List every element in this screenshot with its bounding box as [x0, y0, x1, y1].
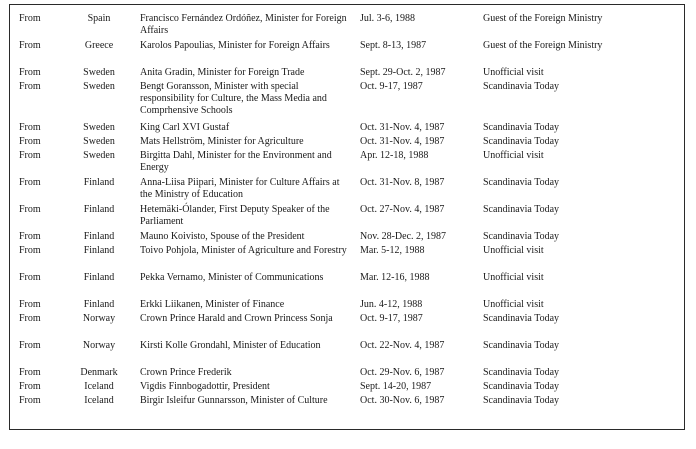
country-cell: Sweden: [83, 150, 115, 161]
table-row: [10, 67, 686, 81]
dates-cell: Oct. 31-Nov. 4, 1987: [360, 136, 445, 147]
visitor-cell: Birgir Isleifur Gunnarsson, Minister of Culture: [140, 395, 328, 406]
country-cell: Sweden: [83, 67, 115, 78]
table-row: [10, 245, 686, 272]
purpose-cell: Unofficial visit: [483, 67, 544, 78]
visitor-cell: Mauno Koivisto, Spouse of the President: [140, 231, 305, 242]
direction-cell: From: [19, 245, 41, 256]
country-cell: Sweden: [83, 122, 115, 133]
purpose-cell: Scandinavia Today: [483, 340, 560, 351]
country-cell: Finland: [83, 245, 115, 256]
dates-cell: Oct. 22-Nov. 4, 1987: [360, 340, 445, 351]
table-row: [10, 81, 686, 122]
table-row: [10, 367, 686, 381]
direction-cell: From: [19, 122, 41, 133]
purpose-cell: Guest of the Foreign Ministry: [483, 13, 603, 24]
purpose-cell: Scandinavia Today: [483, 231, 560, 242]
direction-cell: From: [19, 395, 41, 406]
visitor-cell: Bengt Goransson, Minister with special responsibility for Culture, the Mass Media and Comprhensive Schools: [140, 81, 327, 116]
direction-cell: From: [19, 81, 41, 92]
table-row: [10, 204, 686, 231]
direction-cell: From: [19, 313, 41, 324]
direction-cell: From: [19, 299, 41, 310]
country-cell: Iceland: [84, 395, 114, 406]
direction-cell: From: [19, 177, 41, 188]
table-row: [10, 177, 686, 204]
dates-cell: Mar. 12-16, 1988: [360, 272, 430, 283]
purpose-cell: Scandinavia Today: [483, 395, 560, 406]
visitor-cell: Mats Hellström, Minister for Agriculture: [140, 136, 304, 147]
purpose-cell: Unofficial visit: [483, 245, 544, 256]
dates-cell: Jun. 4-12, 1988: [360, 299, 423, 310]
direction-cell: From: [19, 381, 41, 392]
country-cell: Finland: [83, 272, 115, 283]
purpose-cell: Unofficial visit: [483, 150, 544, 161]
visitor-cell: Pekka Vernamo, Minister of Communications: [140, 272, 324, 283]
purpose-cell: Guest of the Foreign Ministry: [483, 40, 603, 51]
country-cell: Finland: [83, 299, 115, 310]
dates-cell: Sept. 29-Oct. 2, 1987: [360, 67, 446, 78]
visitor-cell: Birgitta Dahl, Minister for the Environment and Energy: [140, 150, 332, 173]
table-row: [10, 340, 686, 367]
country-cell: Greece: [84, 40, 114, 51]
table-row: [10, 272, 686, 299]
dates-cell: Oct. 31-Nov. 8, 1987: [360, 177, 445, 188]
table-row: [10, 122, 686, 136]
table-body: [10, 13, 686, 422]
table-row: [10, 299, 686, 313]
dates-cell: Oct. 29-Nov. 6, 1987: [360, 367, 445, 378]
country-cell: Spain: [87, 13, 111, 24]
visitor-cell: Crown Prince Frederik: [140, 367, 232, 378]
direction-cell: From: [19, 272, 41, 283]
table-row: [10, 150, 686, 177]
purpose-cell: Scandinavia Today: [483, 177, 560, 188]
purpose-cell: Scandinavia Today: [483, 122, 560, 133]
visits-table: [9, 4, 685, 430]
table-row: [10, 231, 686, 245]
dates-cell: Jul. 3-6, 1988: [360, 13, 415, 24]
purpose-cell: Unofficial visit: [483, 299, 544, 310]
purpose-cell: Scandinavia Today: [483, 367, 560, 378]
table-row: [10, 136, 686, 150]
purpose-cell: Scandinavia Today: [483, 204, 560, 215]
table-row: [10, 313, 686, 340]
country-cell: Norway: [82, 313, 116, 324]
dates-cell: Oct. 27-Nov. 4, 1987: [360, 204, 445, 215]
table-row: [10, 13, 686, 40]
table-row: [10, 381, 686, 395]
direction-cell: From: [19, 204, 41, 215]
visitor-cell: Anita Gradin, Minister for Foreign Trade: [140, 67, 305, 78]
country-cell: Iceland: [84, 381, 114, 392]
country-cell: Sweden: [83, 81, 115, 92]
visitor-cell: Vigdis Finnbogadottir, President: [140, 381, 270, 392]
visitor-cell: Hetemäki-Ólander, First Deputy Speaker of the Parliament: [140, 204, 330, 227]
direction-cell: From: [19, 67, 41, 78]
country-cell: Finland: [83, 231, 115, 242]
direction-cell: From: [19, 340, 41, 351]
country-cell: Norway: [82, 340, 116, 351]
purpose-cell: Scandinavia Today: [483, 136, 560, 147]
direction-cell: From: [19, 136, 41, 147]
dates-cell: Sept. 8-13, 1987: [360, 40, 427, 51]
country-cell: Sweden: [83, 136, 115, 147]
visitor-cell: Kirsti Kolle Grondahl, Minister of Education: [140, 340, 321, 351]
purpose-cell: Unofficial visit: [483, 272, 544, 283]
dates-cell: Mar. 5-12, 1988: [360, 245, 425, 256]
dates-cell: Oct. 9-17, 1987: [360, 313, 423, 324]
direction-cell: From: [19, 150, 41, 161]
visitor-cell: Francisco Fernández Ordóñez, Minister for Foreign Affairs: [140, 13, 347, 36]
dates-cell: Sept. 14-20, 1987: [360, 381, 432, 392]
direction-cell: From: [19, 13, 41, 24]
country-cell: Finland: [83, 204, 115, 215]
country-cell: Finland: [83, 177, 115, 188]
direction-cell: From: [19, 367, 41, 378]
purpose-cell: Scandinavia Today: [483, 381, 560, 392]
visitor-cell: Erkki Liikanen, Minister of Finance: [140, 299, 285, 310]
country-cell: Denmark: [80, 367, 118, 378]
purpose-cell: Scandinavia Today: [483, 81, 560, 92]
dates-cell: Oct. 30-Nov. 6, 1987: [360, 395, 445, 406]
visitor-cell: Toivo Pohjola, Minister of Agriculture and Forestry: [140, 245, 347, 256]
dates-cell: Oct. 9-17, 1987: [360, 81, 423, 92]
purpose-cell: Scandinavia Today: [483, 313, 560, 324]
visitor-cell: Anna-Liisa Piipari, Minister for Culture Affairs at the Ministry of Education: [140, 177, 340, 200]
table-row: [10, 40, 686, 67]
direction-cell: From: [19, 40, 41, 51]
dates-cell: Nov. 28-Dec. 2, 1987: [360, 231, 447, 242]
table-row: [10, 395, 686, 422]
visitor-cell: King Carl XVI Gustaf: [140, 122, 230, 133]
dates-cell: Oct. 31-Nov. 4, 1987: [360, 122, 445, 133]
dates-cell: Apr. 12-18, 1988: [360, 150, 429, 161]
direction-cell: From: [19, 231, 41, 242]
visitor-cell: Karolos Papoulias, Minister for Foreign Affairs: [140, 40, 330, 51]
visitor-cell: Crown Prince Harald and Crown Princess Sonja: [140, 313, 333, 324]
